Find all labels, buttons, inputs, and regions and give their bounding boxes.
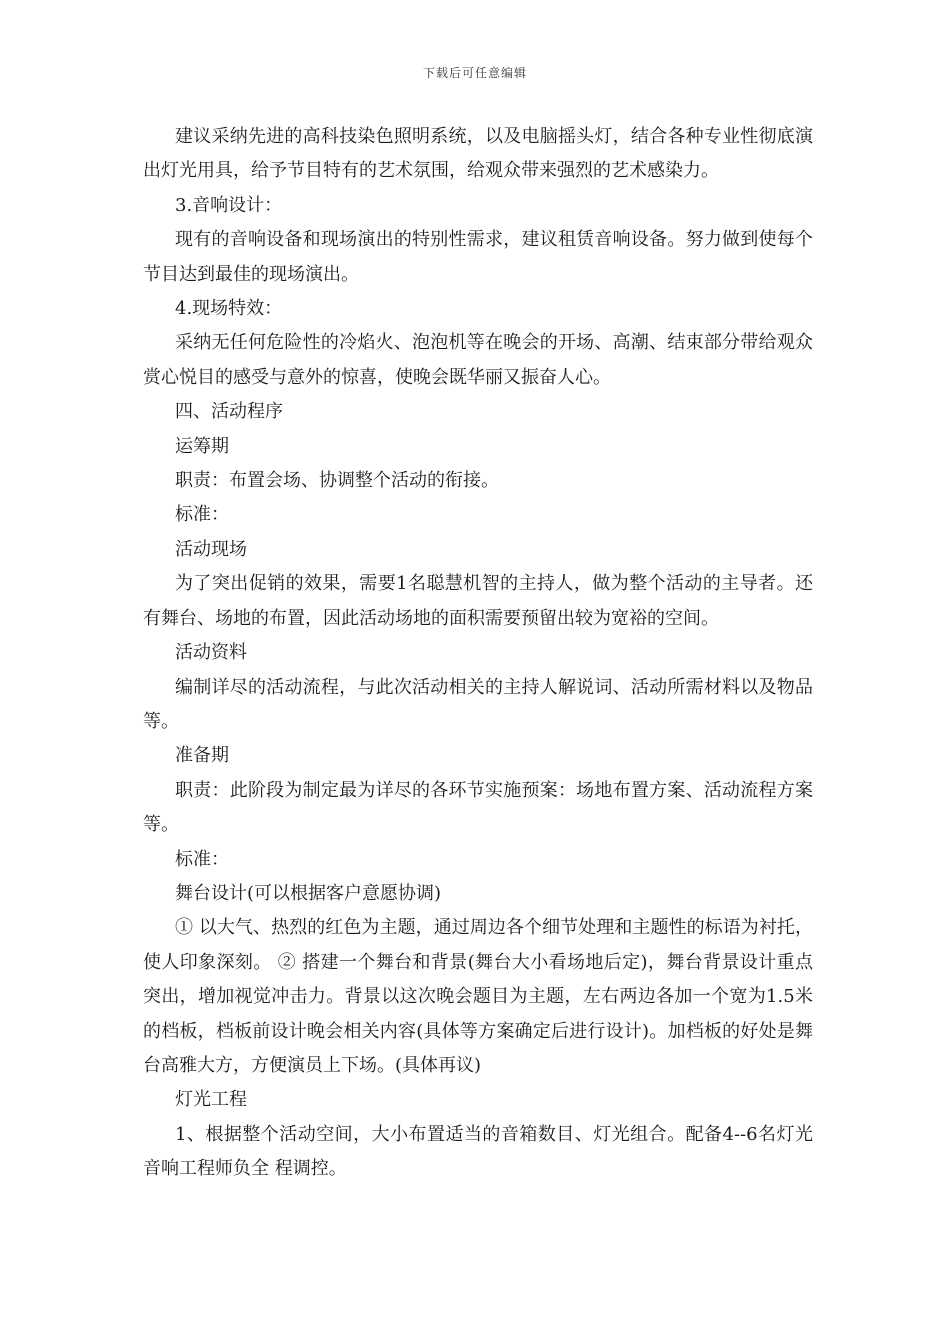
heading-sound-design: 3.音响设计： [175,194,283,216]
heading-lighting-engineering: 灯光工程 [175,1089,247,1111]
heading-activity-materials: 活动资料 [175,642,247,664]
page-header-note: 下载后可任意编辑 [422,66,527,80]
paragraph-activity-site: 为了突出促销的效果，需要1名聪慧机智的主持人，做为整个活动的主导者。还有舞台、场地的布置，因此活动场地的面积需要预留出较为宽裕的空间。 [143,573,813,629]
heading-stage-design: 舞台设计(可以根据客户意愿协调) [175,882,442,904]
heading-activity-site: 活动现场 [175,538,247,560]
paragraph-stage-design: ① 以大气、热烈的红色为主题，通过周边各个细节处理和主题性的标语为衬托，使人印象深刻。 ② 搭建一个舞台和背景(舞台大小看场地后定)，舞台背景设计重点突出，增加视觉冲击力。背景以这次晚会题目为主题，左右两边各加一个宽为1.5米的档板，档板前设计晚会相关内容(具体等方案确定后进行设计)。加档板的好处是舞台高雅大方，方便演员上下场。(具体再议) [143,917,813,1076]
paragraph-special-effects: 采纳无任何危险性的冷焰火、泡泡机等在晚会的开场、高潮、结束部分带给观众赏心悦目的感受与意外的惊喜，使晚会既华丽又振奋人心。 [143,332,813,388]
document-body [143,120,813,1187]
paragraph-sound-equipment: 现有的音响设备和现场演出的特别性需求，建议租赁音响设备。努力做到使每个节目达到最佳的现场演出。 [143,229,813,285]
paragraph-lighting-system: 建议采纳先进的高科技染色照明系统，以及电脑摇头灯，结合各种专业性彻底演出灯光用具，给予节目特有的艺术氛围，给观众带来强烈的艺术感染力。 [143,126,813,182]
heading-special-effects: 4.现场特效： [175,298,283,320]
heading-planning-phase: 运筹期 [175,435,229,457]
paragraph-activity-materials: 编制详尽的活动流程，与此次活动相关的主持人解说词、活动所需材料以及物品等。 [143,676,813,732]
label-standard-2: 标准： [175,848,229,870]
paragraph-preparation-duties: 职责：此阶段为制定最为详尽的各环节实施预案：场地布置方案、活动流程方案等。 [143,779,813,836]
heading-preparation-phase: 准备期 [175,745,229,767]
heading-activity-program: 四、活动程序 [175,401,283,423]
label-standard-1: 标准： [175,504,229,526]
paragraph-planning-duties: 职责：布置会场、协调整个活动的衔接。 [175,470,499,492]
paragraph-lighting-engineering: 1、根据整个活动空间，大小布置适当的音箱数目、灯光组合。配备4--6名灯光音响工程师负全 程调控。 [143,1123,813,1180]
